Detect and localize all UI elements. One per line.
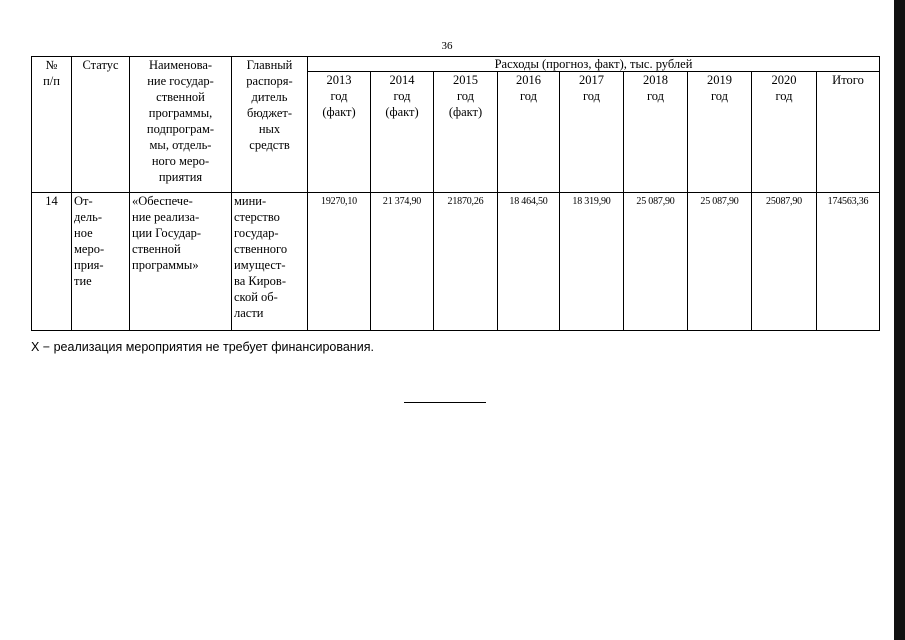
- header-num-line: №: [45, 58, 58, 72]
- value-total: 174563,36: [817, 193, 880, 331]
- year-label: 2014: [389, 73, 415, 87]
- value-2017: 18 319,90: [560, 193, 624, 331]
- header-name-line: ного меро-: [151, 154, 210, 168]
- header-num-line: п/п: [43, 74, 60, 88]
- year-note: (факт): [385, 105, 419, 119]
- header-year-2020: [752, 72, 817, 193]
- row-admin-line: мини-: [234, 194, 267, 208]
- header-name-line: программы,: [148, 106, 213, 120]
- row-admin-line: стерство: [234, 210, 280, 224]
- year-word: год: [456, 89, 475, 103]
- header-year-2018: [624, 72, 688, 193]
- header-year-2015: [434, 72, 498, 193]
- header-year-2019: [688, 72, 752, 193]
- value-2016: 18 464,50: [498, 193, 560, 331]
- header-admin-line: бюджет-: [246, 106, 293, 120]
- row-status-line: От-: [74, 194, 93, 208]
- row-status-line: прия-: [74, 258, 104, 272]
- header-year-2016: [498, 72, 560, 193]
- header-admin-line: средств: [249, 138, 290, 152]
- value-2015: 21870,26: [434, 193, 498, 331]
- header-admin-line: ных: [258, 122, 281, 136]
- header-admin-line: Главный: [246, 58, 293, 72]
- year-note: (факт): [322, 105, 356, 119]
- row-status-line: тие: [74, 274, 92, 288]
- header-admin-line: распоря-: [246, 74, 293, 88]
- row-status: [72, 193, 130, 331]
- year-word: год: [710, 89, 729, 103]
- row-name-line: ции Государ-: [132, 226, 202, 240]
- header-name-line: мы, отдель-: [149, 138, 212, 152]
- year-label: 2015: [453, 73, 478, 87]
- value-2020: 25087,90: [752, 193, 817, 331]
- row-admin-line: ласти: [234, 306, 264, 320]
- year-label: 2020: [771, 73, 797, 87]
- year-word: год: [775, 89, 793, 103]
- value-2018: 25 087,90: [624, 193, 688, 331]
- closing-rule: [404, 402, 486, 403]
- value-2019: 25 087,90: [688, 193, 752, 331]
- page-edge-bar: [894, 0, 905, 640]
- header-name-line: приятия: [158, 170, 203, 184]
- header-status: Статус: [72, 57, 130, 193]
- row-admin-line: имущест-: [234, 258, 286, 272]
- year-label: 2013: [326, 73, 352, 87]
- year-label: 2017: [579, 73, 604, 87]
- year-label: 2016: [516, 73, 541, 87]
- row-name-line: «Обеспече-: [132, 194, 193, 208]
- year-word: год: [646, 89, 665, 103]
- row-num: 14: [32, 193, 72, 331]
- year-label: 2018: [643, 73, 668, 87]
- expenses-table: [31, 56, 880, 331]
- footnote: Х − реализация мероприятия не требует финансирования.: [31, 340, 374, 354]
- row-admin-line: ской об-: [234, 290, 278, 304]
- value-2013: 19270,10: [308, 193, 371, 331]
- year-word: год: [519, 89, 538, 103]
- year-note: (факт): [448, 105, 483, 119]
- row-name: [130, 193, 232, 331]
- year-word: год: [330, 89, 348, 103]
- header-expenses-group: Расходы (прогноз, факт), тыс. рублей: [308, 57, 880, 72]
- row-name-line: ственной: [132, 242, 181, 256]
- year-word: год: [393, 89, 411, 103]
- row-name-line: ние реализа-: [132, 210, 200, 224]
- header-admin: [232, 57, 308, 193]
- header-year-2017: [560, 72, 624, 193]
- row-admin-line: ственного: [234, 242, 288, 256]
- header-total: Итого: [817, 72, 880, 193]
- header-year-2013: [308, 72, 371, 193]
- header-name-line: подпрограм-: [146, 122, 215, 136]
- row-status-line: дель-: [74, 210, 103, 224]
- row-admin-line: государ-: [234, 226, 279, 240]
- header-year-2014: [371, 72, 434, 193]
- row-name-line: программы»: [132, 258, 199, 272]
- header-name-line: Наименова-: [148, 58, 213, 72]
- row-admin: [232, 193, 308, 331]
- row-admin-line: ва Киров-: [234, 274, 287, 288]
- page-number: 36: [441, 40, 453, 52]
- header-num: [32, 57, 72, 193]
- value-2014: 21 374,90: [371, 193, 434, 331]
- table-row: [32, 193, 880, 331]
- header-name: [130, 57, 232, 193]
- row-status-line: ное: [74, 226, 93, 240]
- header-admin-line: дитель: [251, 90, 288, 104]
- row-status-line: меро-: [74, 242, 105, 256]
- header-name-line: ние государ-: [147, 74, 214, 88]
- year-label: 2019: [707, 73, 732, 87]
- header-name-line: ственной: [156, 90, 205, 104]
- year-word: год: [582, 89, 601, 103]
